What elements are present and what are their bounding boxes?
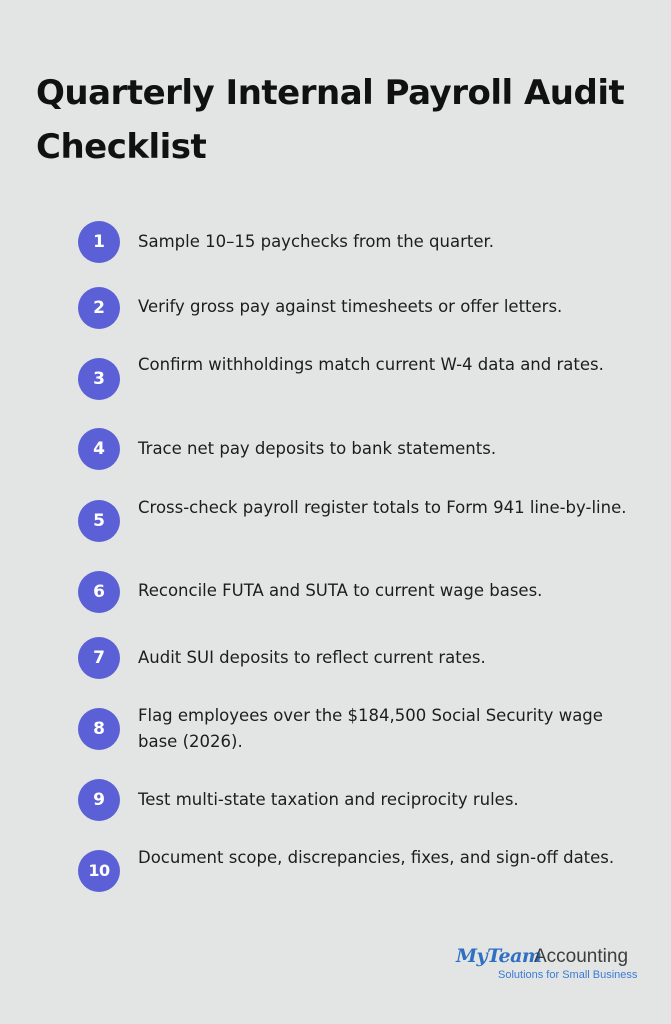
- step-number-badge: 8: [78, 708, 120, 750]
- step-number-badge: 2: [78, 287, 120, 329]
- logo-brand-word: Accounting: [534, 946, 629, 967]
- checklist-item: [78, 571, 638, 631]
- step-text: Sample 10–15 paychecks from the quarter.: [138, 232, 495, 251]
- checklist-item: [78, 708, 638, 768]
- step-text: Trace net pay deposits to bank statements.: [138, 439, 497, 458]
- checklist-item: [78, 500, 638, 560]
- logo-brand-script: MyTeam: [456, 945, 542, 967]
- logo-tagline: Solutions for Small Business: [498, 969, 638, 981]
- step-number-badge: 5: [78, 500, 120, 542]
- step-number-badge: 6: [78, 571, 120, 613]
- step-text: Flag employees over the $184,500 Social Security wage base (2026).: [138, 706, 603, 751]
- step-text: Test multi-state taxation and reciprocity rules.: [138, 790, 519, 809]
- checklist-item: [78, 779, 638, 839]
- step-number-badge: 4: [78, 428, 120, 470]
- page-title: Quarterly Internal Payroll Audit Checklist: [36, 73, 625, 167]
- checklist-item: [78, 637, 638, 697]
- step-text: Reconcile FUTA and SUTA to current wage bases.: [138, 581, 543, 600]
- checklist-item: [78, 355, 638, 418]
- checklist-item: [78, 287, 638, 347]
- step-number-badge: 1: [78, 221, 120, 263]
- myteam-accounting-logo: [456, 945, 636, 985]
- step-text: Cross-check payroll register totals to Form 941 line-by-line.: [138, 498, 627, 517]
- checklist-item: [78, 850, 638, 910]
- step-text: Document scope, discrepancies, fixes, and sign-off dates.: [138, 848, 615, 867]
- step-number-badge: 10: [78, 850, 120, 892]
- step-text: Confirm withholdings match current W-4 data and rates.: [138, 355, 604, 374]
- checklist-item: [78, 221, 638, 281]
- step-text: Audit SUI deposits to reflect current rates.: [138, 648, 486, 667]
- step-text: Verify gross pay against timesheets or offer letters.: [138, 297, 563, 316]
- step-number-badge: 7: [78, 637, 120, 679]
- checklist-item: [78, 428, 638, 488]
- step-number-badge: 3: [78, 358, 120, 400]
- step-number-badge: 9: [78, 779, 120, 821]
